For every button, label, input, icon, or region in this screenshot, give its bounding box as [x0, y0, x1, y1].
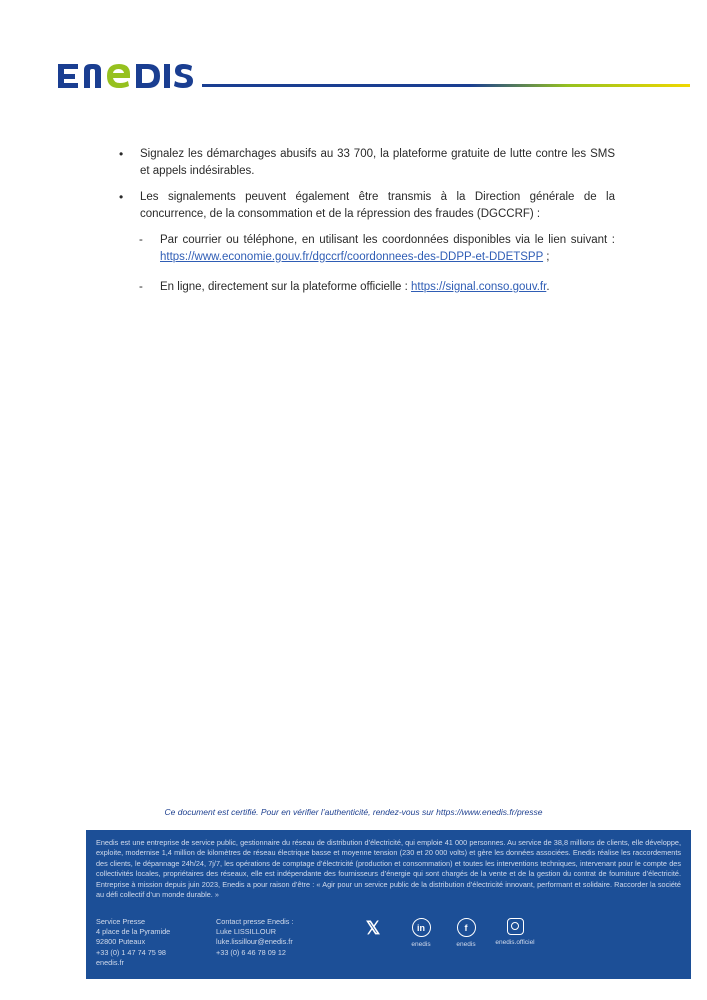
contact-presse-name: Luke LISSILLOUR [216, 927, 277, 937]
contact-presse-email[interactable]: luke.lissillour@enedis.fr [216, 937, 293, 947]
facebook-label: enedis [456, 941, 476, 948]
certification-notice: Ce document est certifié. Pour en vérifier l’authenticité, rendez-vous sur https://www.enedis.fr/presse [164, 807, 543, 817]
service-presse-phone: +33 (0) 1 47 74 75 98 [96, 947, 166, 957]
header-divider-line [202, 84, 690, 87]
service-presse-website[interactable]: enedis.fr [96, 957, 124, 967]
footer-panel [86, 830, 691, 979]
main-content [117, 146, 615, 310]
sub-item-en-ligne [117, 279, 615, 296]
service-presse-title: Service Presse [96, 917, 146, 926]
sub-item-courrier [117, 232, 615, 265]
sub-item-en-ligne-text: En ligne, directement sur la plateforme officielle : [160, 281, 411, 293]
linkedin-label: enedis [411, 941, 431, 948]
sub-item-courrier-end: ; [543, 250, 550, 263]
contact-presse-block [216, 917, 326, 958]
sub-item-courrier-text: Par courrier ou téléphone, en utilisant les coordonnées disponibles via le lien suivant : [160, 234, 615, 246]
company-description: Enedis est une entreprise de service public, gestionnaire du réseau de distribution d’électricité, qui emploie 41 000 personnes. Au service de 38,8 millions de clients, elle développe, exploite, modernise 1,4 million de kilomètres de réseau électrique basse et moyenne tension (230 et 20 000 volts) et gère les données associées. Enedis réalise les raccordements des clients, le dépannage 24h/24, 7j/7, les opérations de comptage d’électricité (production et consommation) et toutes les interventions techniques, intervenant pour le compte des collectivités locales, propriétaires des réseaux, elle est indépendante des fournisseurs d’énergie qui sont chargés de la vente et de la gestion du contrat de fourniture d’électricité. Entreprise à mission depuis juin 2023, Enedis a pour raison d’être : « Agir pour un service public de la distribution d’électricité innovant, performant et solidaire. Raccorder la société au défi collectif d’un monde durable. » [96, 838, 681, 900]
dash-marker: - [139, 281, 143, 293]
bullet-33700-text: Signalez les démarchages abusifs au 33 700, la plateforme gratuite de lutte contre les SMS et appels indésirables. [140, 148, 615, 177]
instagram-icon[interactable] [507, 918, 524, 935]
contact-presse-phone: +33 (0) 6 46 78 09 12 [216, 947, 286, 957]
bullet-dgccrf-text: Les signalements peuvent également être transmis à la Direction générale de la concurrence, de la consommation et de la répression des fraudes (DGCCRF) : [140, 191, 615, 220]
service-presse-city: 92800 Puteaux [96, 937, 146, 947]
service-presse-address: 4 place de la Pyramide [96, 927, 171, 937]
bullet-33700 [117, 146, 615, 179]
sub-item-en-ligne-end: . [546, 281, 550, 293]
dash-marker: - [139, 234, 143, 246]
x-twitter-icon[interactable]: 𝕏 [365, 918, 381, 938]
contact-presse-title: Contact presse Enedis : [216, 917, 294, 926]
bullet-dgccrf [117, 189, 615, 222]
facebook-icon[interactable]: f [457, 918, 476, 937]
social-instagram[interactable] [485, 918, 545, 946]
ddpp-link[interactable]: https://www.economie.gouv.fr/dgccrf/coordonnees-des-DDPP-et-DDETSPP [160, 250, 544, 263]
enedis-logo [56, 56, 196, 96]
linkedin-icon[interactable]: in [412, 918, 431, 937]
instagram-label: enedis.officiel [495, 939, 535, 946]
signal-conso-link[interactable]: https://signal.conso.gouv.fr [411, 281, 547, 293]
service-presse-block [96, 917, 206, 968]
